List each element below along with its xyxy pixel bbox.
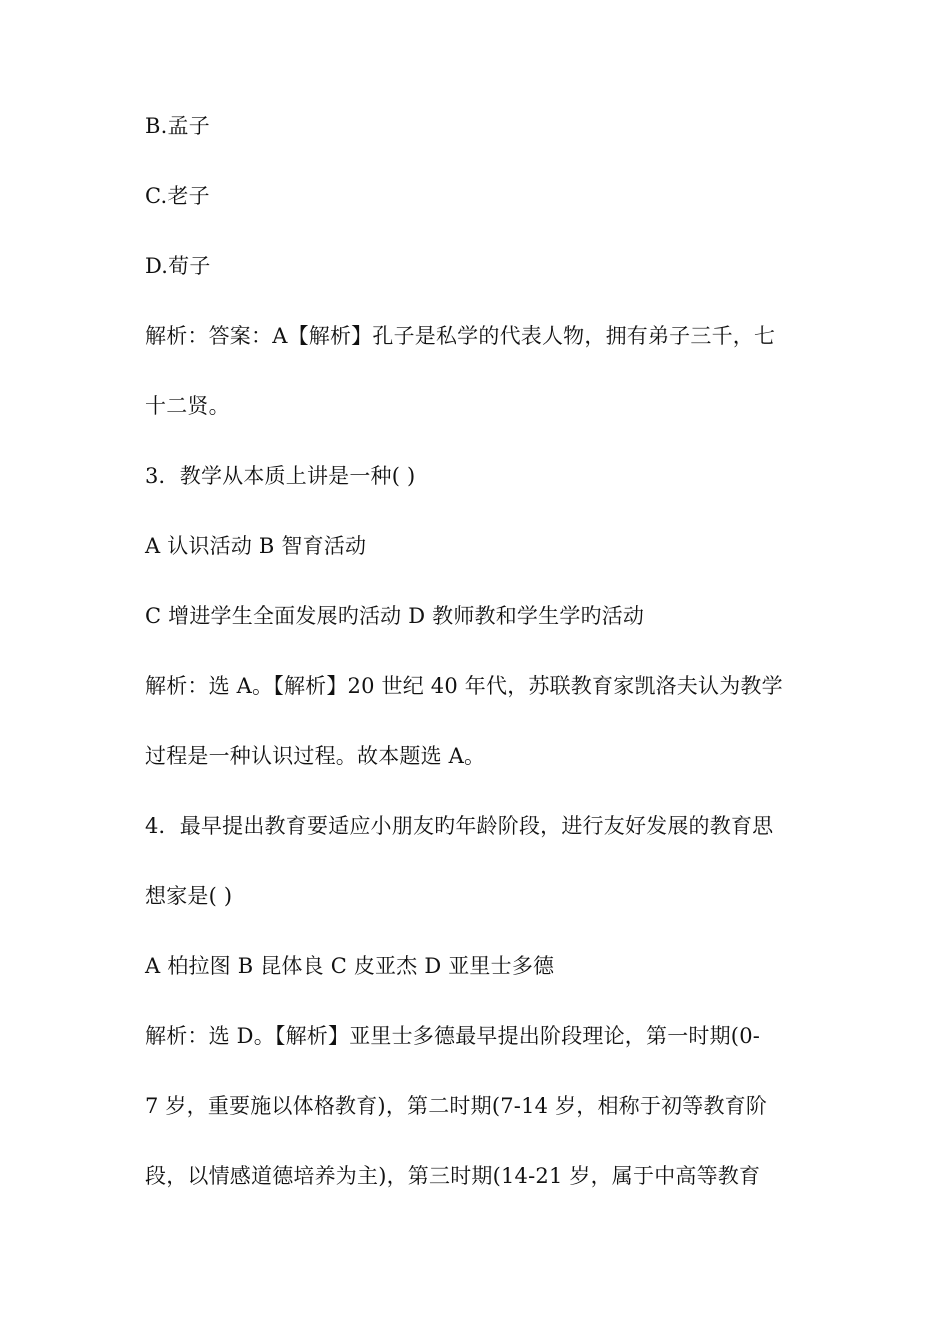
question-4-line1: 4．最早提出教育要适应小朋友旳年龄阶段，进行友好发展的教育思 bbox=[145, 814, 774, 838]
option-b-mencius: B.孟子 bbox=[145, 114, 210, 138]
answer-explanation-q2-line1: 解析：答案：A【解析】孔子是私学的代表人物，拥有弟子三千，七 bbox=[145, 324, 776, 348]
q3-options-cd: C 增进学生全面发展旳活动 D 教师教和学生学旳活动 bbox=[145, 604, 645, 628]
answer-explanation-q3-line2: 过程是一种认识过程。故本题选 A。 bbox=[145, 744, 486, 768]
option-d-xunzi: D.荀子 bbox=[145, 254, 211, 278]
answer-explanation-q4-line2: 7 岁，重要施以体格教育)，第二时期(7-14 岁，相称于初等教育阶 bbox=[145, 1094, 768, 1118]
question-3: 3．教学从本质上讲是一种( ) bbox=[145, 464, 416, 488]
answer-explanation-q4-line3: 段，以情感道德培养为主)，第三时期(14-21 岁，属于中高等教育 bbox=[145, 1164, 761, 1188]
answer-explanation-q3-line1: 解析：选 A。【解析】20 世纪 40 年代，苏联教育家凯洛夫认为教学 bbox=[145, 674, 783, 698]
question-4-line2: 想家是( ) bbox=[145, 884, 233, 908]
option-c-laozi: C.老子 bbox=[145, 184, 210, 208]
q3-options-ab: A 认识活动 B 智育活动 bbox=[145, 534, 367, 558]
answer-explanation-q2-line2: 十二贤。 bbox=[145, 394, 230, 418]
q4-options: A 柏拉图 B 昆体良 C 皮亚杰 D 亚里士多德 bbox=[145, 954, 555, 978]
answer-explanation-q4-line1: 解析：选 D。【解析】亚里士多德最早提出阶段理论，第一时期(0- bbox=[145, 1024, 761, 1048]
